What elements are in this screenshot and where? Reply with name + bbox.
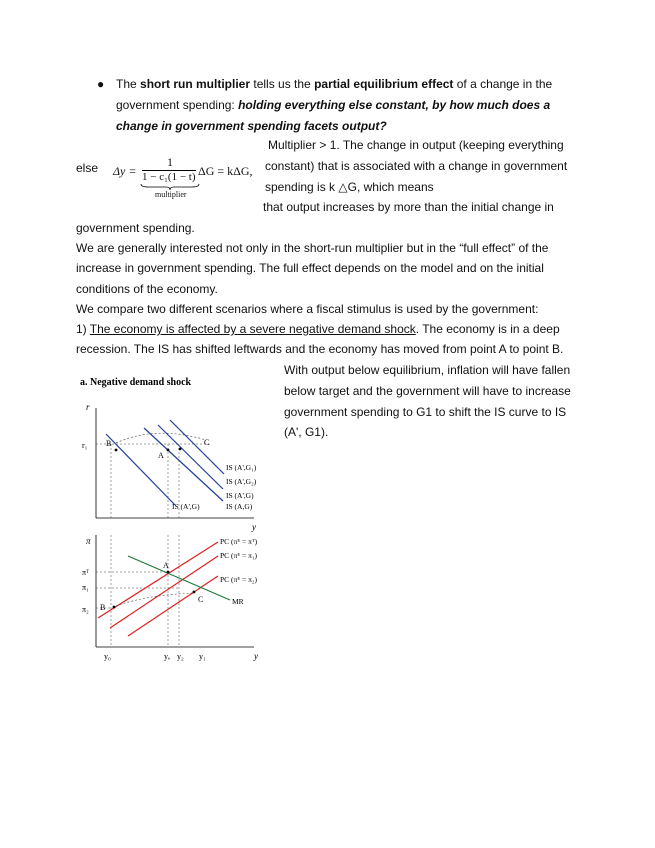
para-line-3: increase in government spending. The full effect depends on the model and on the initial [76,261,544,275]
label-a-top: A [158,451,164,460]
pi2-label: π₂ [82,605,89,614]
bullet-line-1: The short run multiplier tells us the partial equilibrium effect of a change in the [116,77,553,91]
pi-target-label: πᵀ [82,568,89,577]
point-c-top [179,448,182,451]
tick-y2: y₂ [177,652,184,661]
is-label-a-g-orig: IS (A,G) [226,502,253,511]
bottom-x-axis-label: y [254,651,258,661]
negative-demand-shock-figure [76,370,281,665]
bullet-line-2: government spending: holding everything else constant, by how much does a [116,98,551,112]
is-curve-a-g1 [170,420,224,474]
pc-curve-target [98,542,218,618]
term-short-run-multiplier: short run multiplier [140,77,251,91]
para-line-6: 1) The economy is affected by a severe negative demand shock. The economy is in a deep [76,322,560,336]
bullet-line-3 [116,119,387,133]
top-x-axis-label: y [252,522,256,532]
tick-y1: y₁ [199,652,206,661]
question-text-2: change in government spending facets output? [116,119,387,133]
term-partial-equilibrium: partial equilibrium effect [314,77,454,91]
para-line-7: recession. The IS has shifted leftwards and the economy has moved from point A to point B. [76,342,564,356]
formula-numerator: 1 [167,155,173,169]
pi1-label: π₁ [82,583,89,592]
scenario-1-heading: The economy is affected by a severe negative demand shock [89,322,416,336]
pc-curve-pi2 [128,576,218,636]
is-inner-label: IS (A',G) [172,502,200,511]
side-line-4: that output increases by more than the initial change in [263,200,554,214]
pc-label-target: PC (πᴱ = πᵀ) [220,537,258,546]
point-b-top [115,449,118,452]
point-c-bottom [193,591,196,594]
tick-ye: yₑ [164,652,171,661]
point-a-top [167,449,170,452]
label-b-bottom: B [100,603,106,612]
formula-denominator: 1 − c₁(1 − t) [142,171,196,183]
r1-tick-label: r₁ [82,441,88,450]
para-line-1: government spending. [76,221,195,235]
else-label: else [76,161,99,175]
para-line-5: We compare two different scenarios where a fiscal stimulus is used by the government: [76,302,539,316]
pc-label-pi2: PC (πᴱ = π₂) [220,575,257,584]
label-c-top: C [204,438,210,447]
point-b-bottom [113,606,116,609]
para-line-2: We are generally interested not only in the short-run multiplier but in the “full effect” of the [76,241,549,255]
figure-title: a. Negative demand shock [80,377,192,388]
formula-rhs: ΔG = kΔG, [198,164,253,178]
is-label-a-g2: IS (A',G₂) [226,477,257,486]
pc-label-pi1: PC (πᴱ = π₁) [220,551,257,560]
top-y-axis-label: r [86,402,90,412]
bottom-y-axis-label: π [86,536,91,546]
mr-label: MR [232,597,244,606]
tick-y0: y₀ [104,652,111,661]
is-curve-original [106,434,175,505]
right-line-4: (A', G1). [284,425,329,439]
right-line-2: below target and the government will have to increase [284,384,571,398]
side-line-3: spending is k △G, which means [265,180,434,194]
side-line-2: constant) that is associated with a change in government [265,159,568,173]
label-b-top: B [106,439,112,448]
side-line-1: Multiplier > 1. The change in output (keeping everything [268,138,564,152]
label-c-bottom: C [198,595,204,604]
label-a-bottom: A [163,561,169,570]
right-line-3: government spending to G1 to shift the IS curve to IS [284,405,567,419]
right-line-1: With output below equilibrium, inflation will have fallen [284,363,571,377]
shift-arrow [116,433,206,443]
is-label-a-g: IS (A',G) [226,491,254,500]
para-line-4: conditions of the economy. [76,282,218,296]
bullet-dot: ● [97,77,105,91]
question-text-1: holding everything else constant, by how much does a [238,98,551,112]
is-curve-a-g [144,428,223,501]
formula-lhs: Δy = [113,164,137,178]
is-label-a-g1: IS (A',G₁) [226,463,257,472]
underbrace-label: multiplier [155,190,187,199]
point-a-bottom [167,571,170,574]
